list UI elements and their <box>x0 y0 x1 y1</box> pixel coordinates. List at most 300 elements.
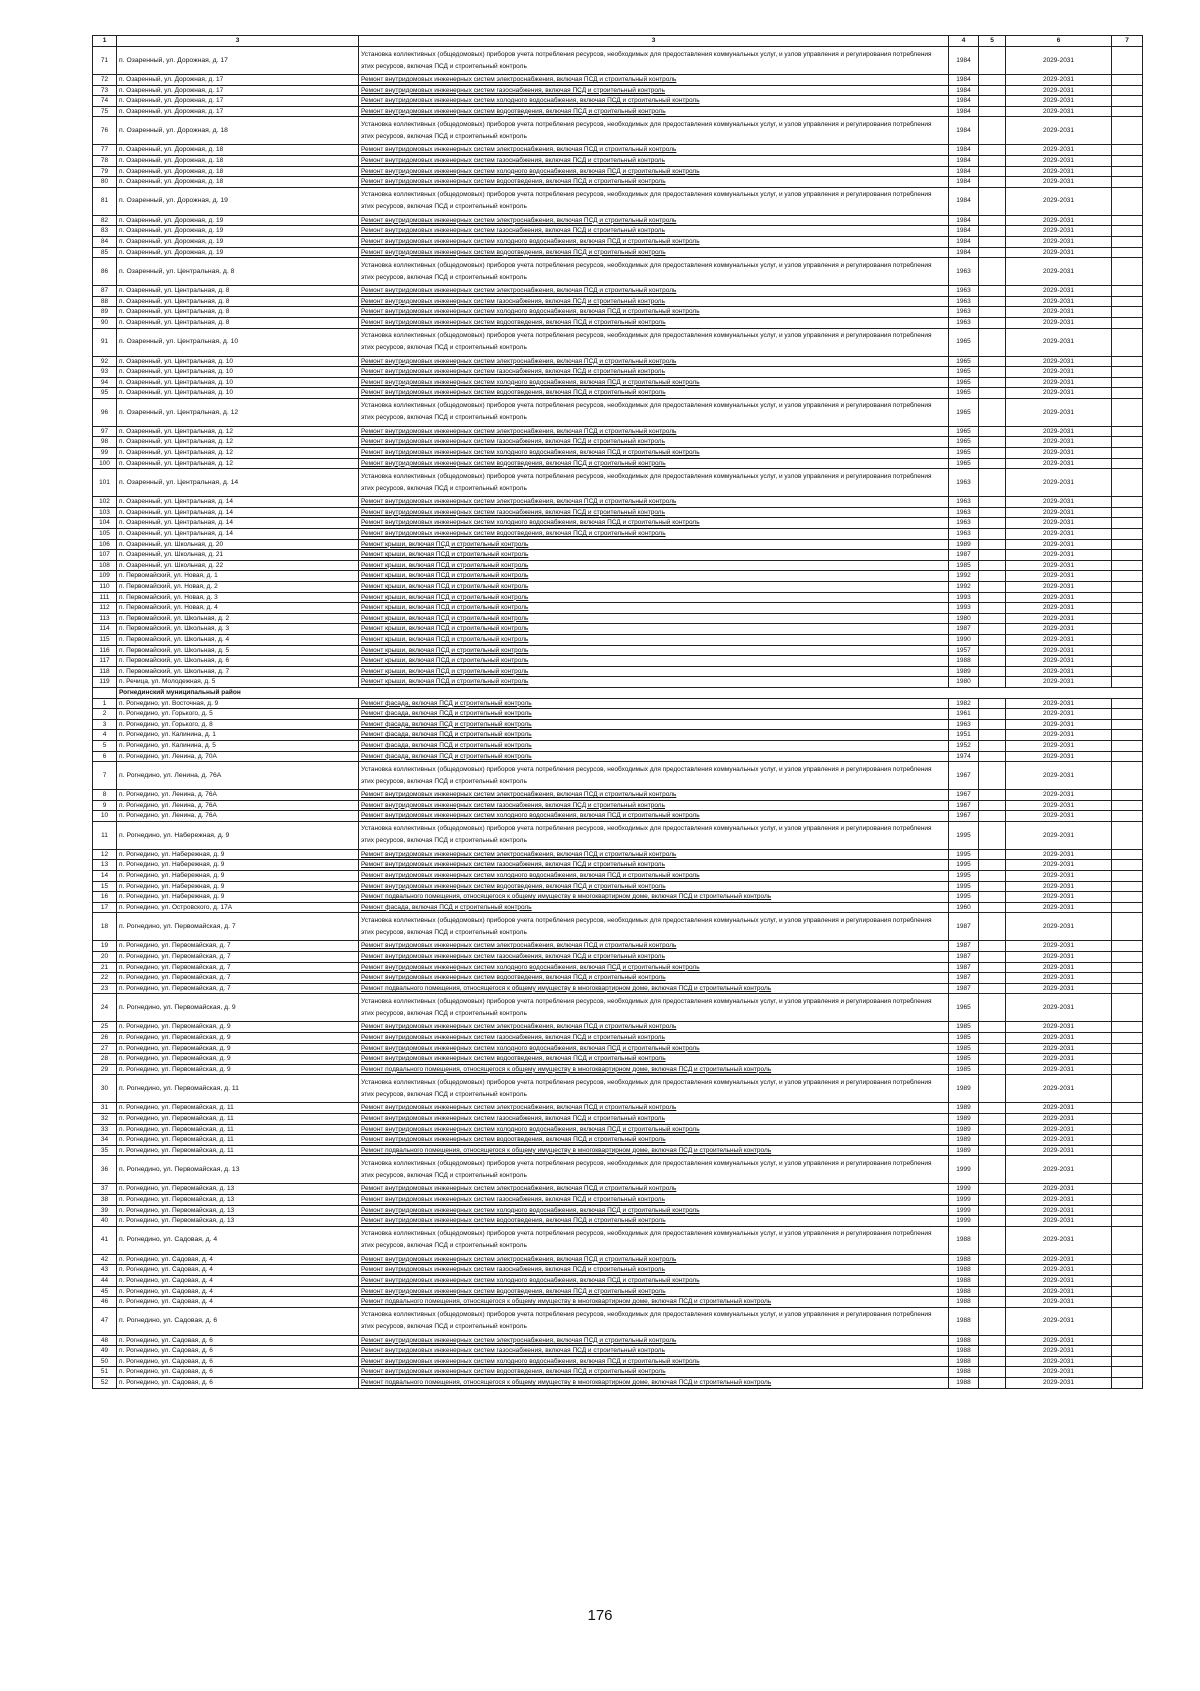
column-5-cell <box>979 666 1006 677</box>
table-row <box>93 751 1143 762</box>
table-row <box>93 941 1143 952</box>
work-type-cell: Ремонт внутридомовых инженерных систем газоснабжения, включая ПСД и строительный контроль <box>359 1113 949 1124</box>
address-cell: п. Озаренный, ул. Дорожная, д. 18 <box>117 177 359 188</box>
column-7-cell <box>1112 426 1143 437</box>
row-number: 6 <box>93 751 117 762</box>
period-cell: 2029-2031 <box>1006 740 1112 751</box>
period-cell: 2029-2031 <box>1006 307 1112 318</box>
row-number: 39 <box>93 1205 117 1216</box>
column-7-cell <box>1112 592 1143 603</box>
column-5-cell <box>979 1226 1006 1254</box>
column-7-cell <box>1112 307 1143 318</box>
period-cell: 2029-2031 <box>1006 1356 1112 1367</box>
column-5-cell <box>979 592 1006 603</box>
address-cell: п. Озаренный, ул. Центральная, д. 8 <box>117 258 359 286</box>
period-cell: 2029-2031 <box>1006 1216 1112 1227</box>
address-cell: п. Рогнедино, ул. Набережная, д. 9 <box>117 860 359 871</box>
work-type-cell: Ремонт внутридомовых инженерных систем водоотведения, включая ПСД и строительный контроль <box>359 247 949 258</box>
period-cell: 2029-2031 <box>1006 719 1112 730</box>
table-row <box>93 952 1143 963</box>
year-cell: 1984 <box>949 47 979 75</box>
column-5-cell <box>979 1275 1006 1286</box>
period-cell: 2029-2031 <box>1006 751 1112 762</box>
address-cell: п. Рогнедино, ул. Садовая, д. 4 <box>117 1275 359 1286</box>
address-cell: п. Рогнедино, ул. Восточная, д. 9 <box>117 698 359 709</box>
work-type-cell: Ремонт внутридомовых инженерных систем электроснабжения, включая ПСД и строительный контроль <box>359 1254 949 1265</box>
year-cell: 1985 <box>949 1054 979 1065</box>
column-7-cell <box>1112 155 1143 166</box>
row-number: 99 <box>93 448 117 459</box>
year-cell: 1985 <box>949 560 979 571</box>
column-5-cell <box>979 529 1006 540</box>
address-cell: п. Рогнедино, ул. Первомайская, д. 11 <box>117 1113 359 1124</box>
year-cell: 1995 <box>949 881 979 892</box>
period-cell: 2029-2031 <box>1006 913 1112 941</box>
work-type-cell: Ремонт фасада, включая ПСД и строительный контроль <box>359 719 949 730</box>
address-cell: п. Озаренный, ул. Дорожная, д. 18 <box>117 166 359 177</box>
period-cell: 2029-2031 <box>1006 507 1112 518</box>
period-cell: 2029-2031 <box>1006 388 1112 399</box>
table-row <box>93 469 1143 497</box>
table-row <box>93 571 1143 582</box>
year-cell: 1961 <box>949 709 979 720</box>
year-cell: 1988 <box>949 1378 979 1389</box>
column-7-cell <box>1112 1356 1143 1367</box>
column-7-cell <box>1112 187 1143 215</box>
work-type-cell: Ремонт внутридомовых инженерных систем газоснабжения, включая ПСД и строительный контроль <box>359 507 949 518</box>
address-cell: п. Озаренный, ул. Центральная, д. 12 <box>117 458 359 469</box>
year-cell: 1989 <box>949 1075 979 1103</box>
row-number: 37 <box>93 1184 117 1195</box>
work-type-cell: Ремонт внутридомовых инженерных систем водоотведения, включая ПСД и строительный контроль <box>359 1054 949 1065</box>
column-7-cell <box>1112 1113 1143 1124</box>
row-number: 73 <box>93 85 117 96</box>
column-7-cell <box>1112 656 1143 667</box>
column-5-cell <box>979 871 1006 882</box>
column-7-cell <box>1112 377 1143 388</box>
year-cell: 1967 <box>949 762 979 790</box>
row-number: 24 <box>93 994 117 1022</box>
address-cell: п. Рогнедино, ул. Первомайская, д. 9 <box>117 1033 359 1044</box>
row-number: 80 <box>93 177 117 188</box>
period-cell: 2029-2031 <box>1006 634 1112 645</box>
period-cell: 2029-2031 <box>1006 790 1112 801</box>
column-7-cell <box>1112 1307 1143 1335</box>
table-row <box>93 790 1143 801</box>
period-cell: 2029-2031 <box>1006 145 1112 156</box>
work-type-cell: Ремонт внутридомовых инженерных систем электроснабжения, включая ПСД и строительный контроль <box>359 286 949 297</box>
column-5-cell <box>979 849 1006 860</box>
address-cell: п. Рогнедино, ул. Калинина, д. 1 <box>117 730 359 741</box>
row-number: 82 <box>93 215 117 226</box>
period-cell: 2029-2031 <box>1006 800 1112 811</box>
column-7-cell <box>1112 1064 1143 1075</box>
column-7-cell <box>1112 1335 1143 1346</box>
table-row <box>93 709 1143 720</box>
table-row <box>93 187 1143 215</box>
period-cell: 2029-2031 <box>1006 1297 1112 1308</box>
address-cell: п. Рогнедино, ул. Первомайская, д. 11 <box>117 1135 359 1146</box>
year-cell: 1963 <box>949 719 979 730</box>
column-7-cell <box>1112 1275 1143 1286</box>
year-cell: 1963 <box>949 307 979 318</box>
year-cell: 1980 <box>949 677 979 688</box>
address-cell: п. Рогнедино, ул. Первомайская, д. 13 <box>117 1156 359 1184</box>
row-number: 35 <box>93 1145 117 1156</box>
period-cell: 2029-2031 <box>1006 666 1112 677</box>
row-number: 49 <box>93 1346 117 1357</box>
year-cell: 1988 <box>949 1367 979 1378</box>
year-cell: 1965 <box>949 437 979 448</box>
column-5-cell <box>979 902 1006 913</box>
work-type-cell: Ремонт внутридомовых инженерных систем водоотведения, включая ПСД и строительный контроль <box>359 388 949 399</box>
period-cell: 2029-2031 <box>1006 1367 1112 1378</box>
table-row <box>93 145 1143 156</box>
table-row <box>93 634 1143 645</box>
table-row <box>93 75 1143 86</box>
address-cell: п. Рогнедино, ул. Первомайская, д. 7 <box>117 913 359 941</box>
column-5-cell <box>979 215 1006 226</box>
year-cell: 1963 <box>949 507 979 518</box>
address-cell: п. Рогнедино, ул. Ленина, д. 70А <box>117 751 359 762</box>
period-cell: 2029-2031 <box>1006 1346 1112 1357</box>
year-cell: 1965 <box>949 398 979 426</box>
document-sheet <box>92 35 1142 1389</box>
period-cell: 2029-2031 <box>1006 106 1112 117</box>
table-row <box>93 1367 1143 1378</box>
year-cell: 1963 <box>949 469 979 497</box>
row-number: 100 <box>93 458 117 469</box>
column-7-cell <box>1112 388 1143 399</box>
work-type-cell: Установка коллективных (общедомовых) приборов учета потребления ресурсов, необходимых для предоставления коммунальных услуг, и узлов управления и регулирования потребления этих ресурсов, включая ПСД и строительный контроль <box>359 398 949 426</box>
column-5-cell <box>979 913 1006 941</box>
period-cell: 2029-2031 <box>1006 1145 1112 1156</box>
year-cell: 1960 <box>949 902 979 913</box>
row-number: 3 <box>93 719 117 730</box>
year-cell: 1988 <box>949 1356 979 1367</box>
column-7-cell <box>1112 941 1143 952</box>
column-5-cell <box>979 307 1006 318</box>
year-cell: 1952 <box>949 740 979 751</box>
column-5-cell <box>979 388 1006 399</box>
column-5-cell <box>979 1297 1006 1308</box>
column-5-cell <box>979 603 1006 614</box>
column-5-cell <box>979 328 1006 356</box>
year-cell: 1988 <box>949 1254 979 1265</box>
address-cell: п. Рогнедино, ул. Набережная, д. 9 <box>117 849 359 860</box>
table-row <box>93 356 1143 367</box>
row-number: 85 <box>93 247 117 258</box>
column-7-cell <box>1112 1367 1143 1378</box>
year-cell: 1987 <box>949 952 979 963</box>
work-type-cell: Ремонт внутридомовых инженерных систем электроснабжения, включая ПСД и строительный контроль <box>359 497 949 508</box>
work-type-cell: Ремонт внутридомовых инженерных систем газоснабжения, включая ПСД и строительный контроль <box>359 1194 949 1205</box>
column-7-cell <box>1112 117 1143 145</box>
column-7-cell <box>1112 367 1143 378</box>
column-5-cell <box>979 892 1006 903</box>
table-row <box>93 1135 1143 1146</box>
column-7-cell <box>1112 1156 1143 1184</box>
year-cell: 1988 <box>949 1265 979 1276</box>
work-type-cell: Ремонт подвального помещения, относящегося к общему имуществу в многоквартирном доме, включая ПСД и строительный контроль <box>359 983 949 994</box>
table-row <box>93 1205 1143 1216</box>
row-number: 90 <box>93 317 117 328</box>
table-row <box>93 740 1143 751</box>
address-cell: п. Рогнедино, ул. Первомайская, д. 7 <box>117 983 359 994</box>
year-cell: 1982 <box>949 698 979 709</box>
work-type-cell: Ремонт внутридомовых инженерных систем водоотведения, включая ПСД и строительный контроль <box>359 458 949 469</box>
work-type-cell: Ремонт фасада, включая ПСД и строительный контроль <box>359 709 949 720</box>
row-number: 75 <box>93 106 117 117</box>
column-5-cell <box>979 973 1006 984</box>
table-row <box>93 247 1143 258</box>
year-cell: 1988 <box>949 1297 979 1308</box>
work-type-cell: Установка коллективных (общедомовых) приборов учета потребления ресурсов, необходимых для предоставления коммунальных услуг, и узлов управления и регулирования потребления этих ресурсов, включая ПСД и строительный контроль <box>359 821 949 849</box>
year-cell: 1987 <box>949 941 979 952</box>
address-cell: п. Рогнедино, ул. Набережная, д. 9 <box>117 881 359 892</box>
table-row <box>93 1297 1143 1308</box>
table-row <box>93 1064 1143 1075</box>
period-cell: 2029-2031 <box>1006 1054 1112 1065</box>
address-cell: п. Рогнедино, ул. Калинина, д. 5 <box>117 740 359 751</box>
row-number: 29 <box>93 1064 117 1075</box>
year-cell: 1963 <box>949 286 979 297</box>
table-row <box>93 529 1143 540</box>
column-5-cell <box>979 145 1006 156</box>
period-cell: 2029-2031 <box>1006 892 1112 903</box>
year-cell: 1999 <box>949 1184 979 1195</box>
address-cell: п. Озаренный, ул. Центральная, д. 12 <box>117 437 359 448</box>
period-cell: 2029-2031 <box>1006 592 1112 603</box>
address-cell: п. Рогнедино, ул. Набережная, д. 9 <box>117 821 359 849</box>
address-cell: п. Озаренный, ул. Дорожная, д. 19 <box>117 187 359 215</box>
year-cell: 1988 <box>949 1275 979 1286</box>
year-cell: 1985 <box>949 1043 979 1054</box>
address-cell: п. Рогнедино, ул. Садовая, д. 6 <box>117 1378 359 1389</box>
row-number: 21 <box>93 962 117 973</box>
period-cell: 2029-2031 <box>1006 437 1112 448</box>
column-5-cell <box>979 448 1006 459</box>
row-number: 45 <box>93 1286 117 1297</box>
period-cell: 2029-2031 <box>1006 860 1112 871</box>
work-type-cell: Ремонт фасада, включая ПСД и строительный контроль <box>359 740 949 751</box>
row-number: 26 <box>93 1033 117 1044</box>
column-5-cell <box>979 458 1006 469</box>
column-5-cell <box>979 177 1006 188</box>
year-cell: 1988 <box>949 1307 979 1335</box>
row-number: 13 <box>93 860 117 871</box>
table-row <box>93 666 1143 677</box>
column-7-cell <box>1112 145 1143 156</box>
period-cell: 2029-2031 <box>1006 1124 1112 1135</box>
address-cell: п. Озаренный, ул. Центральная, д. 8 <box>117 296 359 307</box>
table-row <box>93 367 1143 378</box>
table-row <box>93 624 1143 635</box>
table-row <box>93 317 1143 328</box>
row-number: 17 <box>93 902 117 913</box>
work-type-cell: Ремонт внутридомовых инженерных систем газоснабжения, включая ПСД и строительный контроль <box>359 437 949 448</box>
column-5-cell <box>979 187 1006 215</box>
year-cell: 1999 <box>949 1216 979 1227</box>
header-row <box>93 36 1143 47</box>
work-type-cell: Ремонт внутридомовых инженерных систем водоотведения, включая ПСД и строительный контроль <box>359 1367 949 1378</box>
year-cell: 1965 <box>949 448 979 459</box>
work-type-cell: Ремонт крыши, включая ПСД и строительный контроль <box>359 582 949 593</box>
work-type-cell: Ремонт внутридомовых инженерных систем холодного водоснабжения, включая ПСД и строительный контроль <box>359 1124 949 1135</box>
work-type-cell: Ремонт внутридомовых инженерных систем электроснабжения, включая ПСД и строительный контроль <box>359 356 949 367</box>
column-5-cell <box>979 1184 1006 1195</box>
work-type-cell: Установка коллективных (общедомовых) приборов учета потребления ресурсов, необходимых для предоставления коммунальных услуг, и узлов управления и регулирования потребления этих ресурсов, включая ПСД и строительный контроль <box>359 187 949 215</box>
works-table <box>92 35 1143 1389</box>
work-type-cell: Ремонт крыши, включая ПСД и строительный контроль <box>359 603 949 614</box>
row-number: 19 <box>93 941 117 952</box>
period-cell: 2029-2031 <box>1006 426 1112 437</box>
table-row <box>93 1184 1143 1195</box>
table-row <box>93 871 1143 882</box>
work-type-cell: Ремонт внутридомовых инженерных систем электроснабжения, включая ПСД и строительный контроль <box>359 145 949 156</box>
period-cell: 2029-2031 <box>1006 469 1112 497</box>
work-type-cell: Установка коллективных (общедомовых) приборов учета потребления ресурсов, необходимых для предоставления коммунальных услуг, и узлов управления и регулирования потребления этих ресурсов, включая ПСД и строительный контроль <box>359 328 949 356</box>
column-7-cell <box>1112 613 1143 624</box>
work-type-cell: Ремонт внутридомовых инженерных систем электроснабжения, включая ПСД и строительный контроль <box>359 849 949 860</box>
table-row <box>93 1145 1143 1156</box>
address-cell: п. Рогнедино, ул. Садовая, д. 4 <box>117 1286 359 1297</box>
column-5-cell <box>979 1113 1006 1124</box>
work-type-cell: Ремонт внутридомовых инженерных систем холодного водоснабжения, включая ПСД и строительный контроль <box>359 518 949 529</box>
table-row <box>93 507 1143 518</box>
period-cell: 2029-2031 <box>1006 1275 1112 1286</box>
work-type-cell: Ремонт внутридомовых инженерных систем электроснабжения, включая ПСД и строительный контроль <box>359 215 949 226</box>
table-row <box>93 1124 1143 1135</box>
column-7-cell <box>1112 448 1143 459</box>
address-cell: п. Первомайский, ул. Школьная, д. 7 <box>117 666 359 677</box>
period-cell: 2029-2031 <box>1006 656 1112 667</box>
work-type-cell: Установка коллективных (общедомовых) приборов учета потребления ресурсов, необходимых для предоставления коммунальных услуг, и узлов управления и регулирования потребления этих ресурсов, включая ПСД и строительный контроль <box>359 117 949 145</box>
column-7-cell <box>1112 751 1143 762</box>
column-7-cell <box>1112 1124 1143 1135</box>
column-7-cell <box>1112 849 1143 860</box>
period-cell: 2029-2031 <box>1006 155 1112 166</box>
work-type-cell: Ремонт внутридомовых инженерных систем водоотведения, включая ПСД и строительный контроль <box>359 973 949 984</box>
table-body <box>93 47 1143 1389</box>
work-type-cell: Ремонт внутридомовых инженерных систем холодного водоснабжения, включая ПСД и строительный контроль <box>359 1043 949 1054</box>
column-7-cell <box>1112 1075 1143 1103</box>
column-7-cell <box>1112 603 1143 614</box>
table-row <box>93 377 1143 388</box>
period-cell: 2029-2031 <box>1006 367 1112 378</box>
address-cell: п. Первомайский, ул. Новая, д. 2 <box>117 582 359 593</box>
year-cell: 1963 <box>949 258 979 286</box>
work-type-cell: Ремонт внутридомовых инженерных систем электроснабжения, включая ПСД и строительный контроль <box>359 1103 949 1114</box>
period-cell: 2029-2031 <box>1006 187 1112 215</box>
table-row <box>93 860 1143 871</box>
period-cell: 2029-2031 <box>1006 811 1112 822</box>
column-7-cell <box>1112 166 1143 177</box>
period-cell: 2029-2031 <box>1006 166 1112 177</box>
table-row <box>93 1194 1143 1205</box>
table-row <box>93 962 1143 973</box>
table-row <box>93 1265 1143 1276</box>
column-7-cell <box>1112 1194 1143 1205</box>
work-type-cell: Установка коллективных (общедомовых) приборов учета потребления ресурсов, необходимых для предоставления коммунальных услуг, и узлов управления и регулирования потребления этих ресурсов, включая ПСД и строительный контроль <box>359 994 949 1022</box>
column-5-cell <box>979 624 1006 635</box>
row-number: 114 <box>93 624 117 635</box>
row-number: 88 <box>93 296 117 307</box>
work-type-cell: Ремонт подвального помещения, относящегося к общему имуществу в многоквартирном доме, включая ПСД и строительный контроль <box>359 1064 949 1075</box>
column-5-cell <box>979 613 1006 624</box>
address-cell: п. Рогнедино, ул. Горького, д. 5 <box>117 709 359 720</box>
address-cell: п. Озаренный, ул. Школьная, д. 21 <box>117 550 359 561</box>
table-row <box>93 1335 1143 1346</box>
row-number: 116 <box>93 645 117 656</box>
column-5-cell <box>979 582 1006 593</box>
column-7-cell <box>1112 286 1143 297</box>
address-cell: п. Озаренный, ул. Дорожная, д. 17 <box>117 47 359 75</box>
period-cell: 2029-2031 <box>1006 881 1112 892</box>
period-cell: 2029-2031 <box>1006 1075 1112 1103</box>
year-cell: 1995 <box>949 892 979 903</box>
address-cell: п. Озаренный, ул. Дорожная, д. 19 <box>117 226 359 237</box>
column-5-cell <box>979 550 1006 561</box>
work-type-cell: Ремонт внутридомовых инженерных систем водоотведения, включая ПСД и строительный контроль <box>359 177 949 188</box>
address-cell: п. Рогнедино, ул. Первомайская, д. 9 <box>117 1054 359 1065</box>
work-type-cell: Ремонт внутридомовых инженерных систем электроснабжения, включая ПСД и строительный контроль <box>359 75 949 86</box>
column-5-cell <box>979 634 1006 645</box>
work-type-cell: Ремонт фасада, включая ПСД и строительный контроль <box>359 698 949 709</box>
period-cell: 2029-2031 <box>1006 1286 1112 1297</box>
row-number: 32 <box>93 1113 117 1124</box>
column-5-cell <box>979 571 1006 582</box>
column-5-cell <box>979 1335 1006 1346</box>
year-cell: 1965 <box>949 426 979 437</box>
year-cell: 1984 <box>949 236 979 247</box>
address-cell: п. Рогнедино, ул. Садовая, д. 4 <box>117 1254 359 1265</box>
row-number: 14 <box>93 871 117 882</box>
year-cell: 1963 <box>949 497 979 508</box>
address-cell: п. Рогнедино, ул. Первомайская, д. 9 <box>117 994 359 1022</box>
work-type-cell: Ремонт внутридомовых инженерных систем электроснабжения, включая ПСД и строительный контроль <box>359 790 949 801</box>
period-cell: 2029-2031 <box>1006 1022 1112 1033</box>
column-5-cell <box>979 247 1006 258</box>
work-type-cell: Ремонт крыши, включая ПСД и строительный контроль <box>359 666 949 677</box>
period-cell: 2029-2031 <box>1006 983 1112 994</box>
address-cell: п. Рогнедино, ул. Садовая, д. 6 <box>117 1335 359 1346</box>
column-5-cell <box>979 166 1006 177</box>
address-cell: п. Озаренный, ул. Центральная, д. 14 <box>117 518 359 529</box>
period-cell: 2029-2031 <box>1006 1156 1112 1184</box>
work-type-cell: Ремонт крыши, включая ПСД и строительный контроль <box>359 645 949 656</box>
column-5-cell <box>979 75 1006 86</box>
row-number: 47 <box>93 1307 117 1335</box>
row-number: 43 <box>93 1265 117 1276</box>
work-type-cell: Ремонт внутридомовых инженерных систем газоснабжения, включая ПСД и строительный контроль <box>359 1033 949 1044</box>
column-5-cell <box>979 518 1006 529</box>
column-5-cell <box>979 469 1006 497</box>
address-cell: п. Озаренный, ул. Школьная, д. 20 <box>117 539 359 550</box>
column-5-cell <box>979 709 1006 720</box>
column-5-cell <box>979 85 1006 96</box>
year-cell: 1974 <box>949 751 979 762</box>
year-cell: 1989 <box>949 666 979 677</box>
table-row <box>93 656 1143 667</box>
table-row <box>93 849 1143 860</box>
row-number: 33 <box>93 1124 117 1135</box>
table-row <box>93 155 1143 166</box>
table-row <box>93 821 1143 849</box>
column-7-cell <box>1112 719 1143 730</box>
address-cell: п. Озаренный, ул. Центральная, д. 12 <box>117 426 359 437</box>
row-number: 12 <box>93 849 117 860</box>
